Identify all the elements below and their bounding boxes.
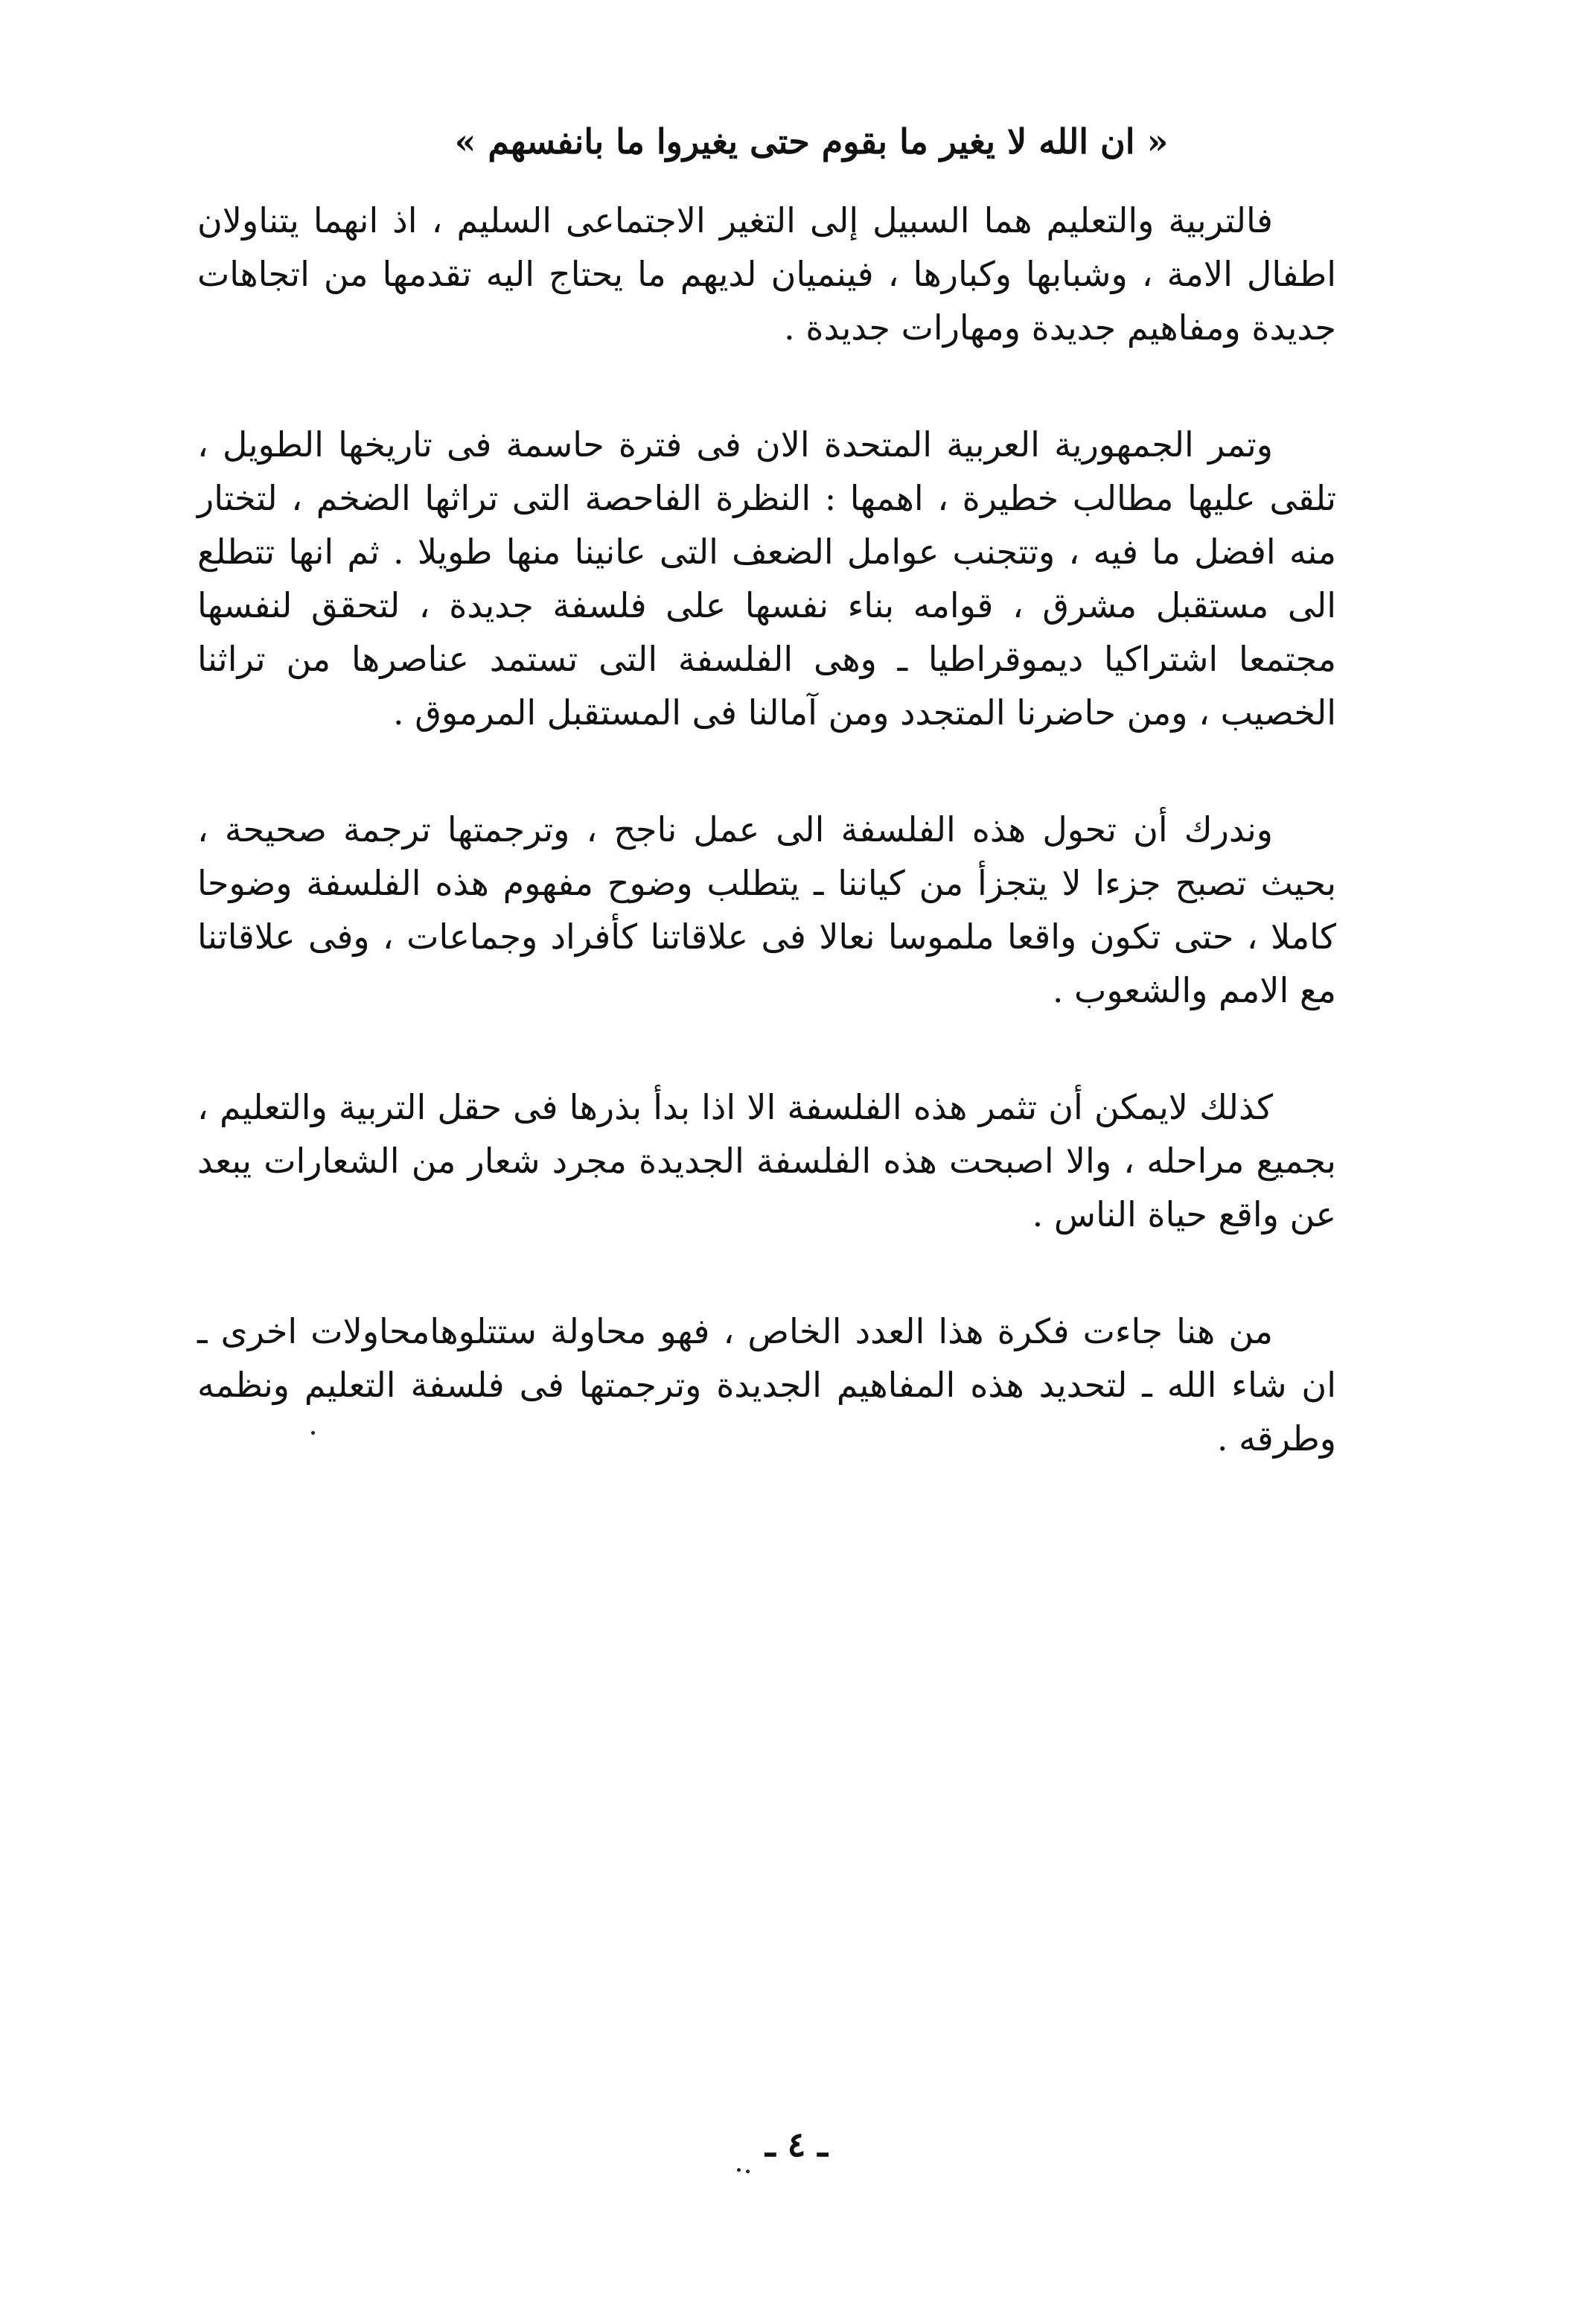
paragraph-education-social-change: فالتربية والتعليم هما السبيل إلى التغير الاجتماعى السليم ، اذ انهما يتناولان اطفال الامة ، وشبابها وكبارها ، فينميان لديهم ما يحتاج اليه تقدمها من اتجاهات جديدة ومفاهيم جديدة ومهارات جديدة .	[197, 200, 1336, 348]
scan-speck	[746, 2170, 750, 2173]
page-number: ـ ٤ ـ	[765, 2124, 828, 2164]
scan-speck	[737, 2168, 741, 2172]
paragraph-republic-critical-period: وتمر الجمهورية العربية المتحدة الان فى فترة حاسمة فى تاريخها الطويل ، تلقى عليها مطالب خطيرة ، اهمها : النظرة الفاحصة التى تراثها الضخم ، لتختار منه افضل ما فيه ، وتتجنب عوامل الضعف التى عانينا منها طويلا . ثم انها تتطلع الى مستقبل مشرق ، قوامه بناء نفسها على فلسفة جديدة ، لتحقق لنفسها مجتمعا اشتراكيا ديموقراطيا ـ وهى الفلسفة التى تستمد عناصرها من تراثنا الخصيب ، ومن حاضرنا المتجدد ومن آمالنا فى المستقبل المرموق .	[197, 424, 1336, 733]
body-text	[197, 194, 1336, 1529]
paragraph-philosophy-education-field: كذلك لايمكن أن تثمر هذه الفلسفة الا اذا بدأ بذرها فى حقل التربية والتعليم ، بجميع مراحله ، والا اصبحت هذه الفلسفة الجديدة مجرد شعار من الشعارات يبعد عن واقع حياة الناس .	[197, 1087, 1336, 1234]
paragraph-special-issue-idea: من هنا جاءت فكرة هذا العدد الخاص ، فهو محاولة ستتلوهامحاولات اخرى ـ ان شاء الله ـ لتحديد هذه المفاهيم الجديدة وترجمتها فى فلسفة التعليم ونظمه وطرقه .	[197, 1311, 1336, 1459]
quranic-verse-heading: « ان الله لا يغير ما بقوم حتى يغيروا ما بانفسهم »	[454, 121, 1169, 162]
paragraph-philosophy-into-action: وندرك أن تحول هذه الفلسفة الى عمل ناجح ، وترجمتها ترجمة صحيحة ، بحيث تصبح جزءا لا يتجزأ من كياننا ـ يتطلب وضوح مفهوم هذه الفلسفة وضوحا كاملا ، حتى تكون واقعا ملموسا نعالا فى علاقاتنا كأفراد وجماعات ، وفى علاقاتنا مع الامم والشعوب .	[197, 809, 1336, 1010]
scan-speck	[311, 1431, 315, 1435]
